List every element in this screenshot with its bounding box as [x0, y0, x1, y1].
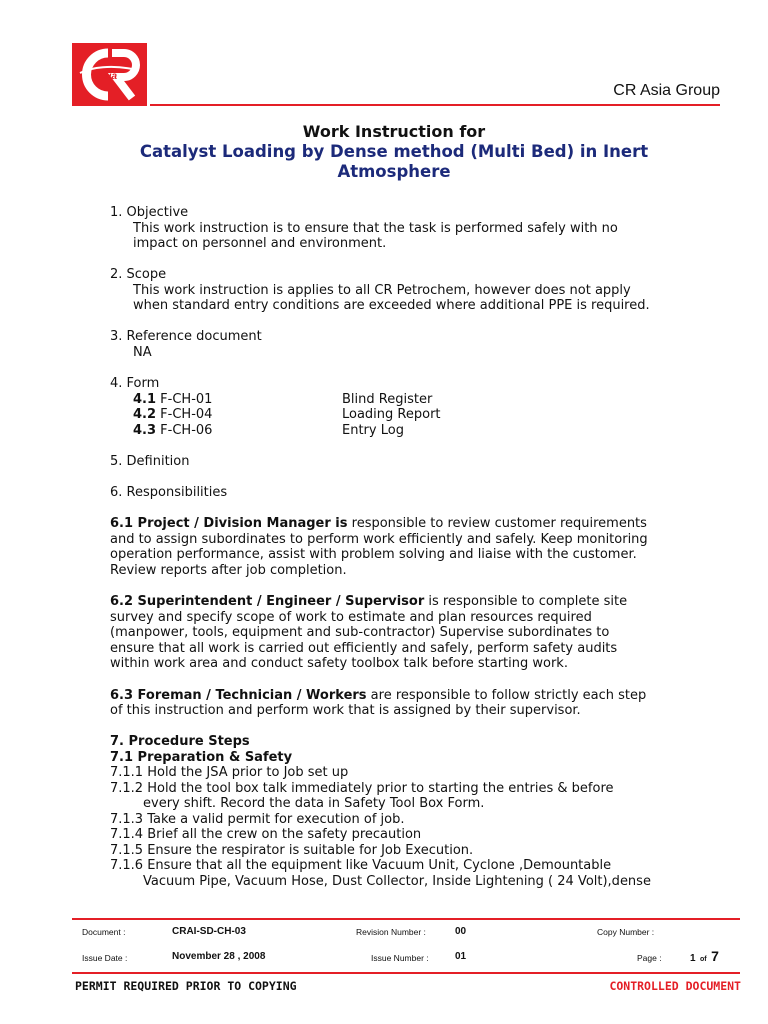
- footer-revision-value: 00: [455, 926, 467, 937]
- responsibility-6-1: [110, 516, 647, 532]
- form-item-number: 4.2: [133, 407, 157, 422]
- objective-text-2: impact on personnel and environment.: [133, 236, 387, 251]
- objective-text-1: This work instruction is to ensure that the task is performed safely with no: [133, 221, 618, 236]
- form-item-1: [133, 392, 212, 408]
- procedure-step: 7.1.4 Brief all the crew on the safety precaution: [110, 827, 422, 842]
- procedure-step: 7.1.5 Ensure the respirator is suitable for Job Execution.: [110, 843, 474, 858]
- footer-issue-date-label: Issue Date :: [82, 953, 128, 963]
- form-item-3: [133, 423, 212, 439]
- form-item-name: Entry Log: [342, 423, 404, 438]
- footer-document-label: Document :: [82, 927, 126, 937]
- form-item-code: F-CH-01: [160, 392, 213, 407]
- footer-revision-label: Revision Number :: [356, 927, 426, 937]
- company-name: CR Asia Group: [613, 82, 720, 99]
- footer-issue-number-label: Issue Number :: [371, 953, 429, 963]
- company-logo: [72, 43, 147, 106]
- responsibility-text: responsible to review customer requirements: [347, 516, 647, 531]
- footer-page-indicator: [690, 948, 719, 966]
- form-item-number: 4.1: [133, 392, 157, 407]
- footer-issue-number-value: 01: [455, 951, 467, 962]
- page-total: 7: [711, 948, 719, 964]
- form-item-code: F-CH-04: [160, 407, 213, 422]
- section-responsibilities-heading: 6. Responsibilities: [110, 485, 228, 500]
- scope-text-1: This work instruction is applies to all CR Petrochem, however does not apply: [133, 283, 631, 298]
- procedure-step: Vacuum Pipe, Vacuum Hose, Dust Collector, Inside Lightening ( 24 Volt),dense: [143, 874, 651, 889]
- procedure-subheading: 7.1 Preparation & Safety: [110, 750, 293, 765]
- responsibility-line: survey and specify scope of work to estimate and plan resources required: [110, 610, 592, 625]
- procedure-step: 7.1.6 Ensure that all the equipment like Vacuum Unit, Cyclone ,Demountable: [110, 858, 612, 873]
- form-item-number: 4.3: [133, 423, 157, 438]
- doc-title-line2: Catalyst Loading by Dense method (Multi Bed) in Inert Atmosphere: [139, 142, 649, 181]
- scope-text-2: when standard entry conditions are exceeded where additional PPE is required.: [133, 298, 650, 313]
- form-item-code: F-CH-06: [160, 423, 213, 438]
- procedure-step: every shift. Record the data in Safety Tool Box Form.: [143, 796, 485, 811]
- procedure-step: 7.1.2 Hold the tool box talk immediately prior to starting the entries & before: [110, 781, 614, 796]
- responsibility-6-2: [110, 594, 627, 610]
- responsibility-role: 6.1 Project / Division Manager is: [110, 516, 348, 531]
- form-item-name: Loading Report: [342, 407, 441, 422]
- responsibility-role: 6.3 Foreman / Technician / Workers: [110, 688, 367, 703]
- procedure-step: 7.1.1 Hold the JSA prior to Job set up: [110, 765, 349, 780]
- controlled-document: CONTROLLED DOCUMENT: [609, 979, 741, 993]
- section-definition-heading: 5. Definition: [110, 454, 190, 469]
- section-reference-heading: 3. Reference document: [110, 329, 262, 344]
- responsibility-line: of this instruction and perform work that is assigned by their supervisor.: [110, 703, 581, 718]
- footer-rule-top: [72, 918, 740, 920]
- responsibility-line: within work area and conduct safety toolbox talk before starting work.: [110, 656, 568, 671]
- responsibility-line: ensure that all work is carried out efficiently and safely, perform safety audits: [110, 641, 618, 656]
- form-item-name: Blind Register: [342, 392, 433, 407]
- form-item-2: [133, 407, 212, 423]
- section-objective-heading: 1. Objective: [110, 205, 189, 220]
- footer-rule-bottom: [72, 972, 740, 974]
- responsibility-text: are responsible to follow strictly each step: [366, 688, 647, 703]
- section-procedure-heading: 7. Procedure Steps: [110, 734, 250, 749]
- footer-document-value: CRAI-SD-CH-03: [172, 926, 246, 937]
- page-of: of: [700, 956, 707, 963]
- section-form-heading: 4. Form: [110, 376, 160, 391]
- responsibility-line: operation performance, assist with problem solving and liaise with the customer.: [110, 547, 637, 562]
- footer-issue-date-value: November 28 , 2008: [172, 951, 266, 962]
- responsibility-text: is responsible to complete site: [424, 594, 628, 609]
- responsibility-line: Review reports after job completion.: [110, 563, 347, 578]
- header-rule: [150, 104, 720, 106]
- responsibility-role: 6.2 Superintendent / Engineer / Supervisor: [110, 594, 425, 609]
- responsibility-line: and to assign subordinates to perform work efficiently and safely. Keep monitoring: [110, 532, 648, 547]
- section-scope-heading: 2. Scope: [110, 267, 167, 282]
- footer-copy-label: Copy Number :: [597, 927, 655, 937]
- reference-value: NA: [133, 345, 152, 360]
- logo-text: Asia: [96, 71, 118, 82]
- responsibility-line: (manpower, tools, equipment and sub-contractor) Supervise subordinates to: [110, 625, 610, 640]
- permit-notice: PERMIT REQUIRED PRIOR TO COPYING: [75, 979, 297, 993]
- responsibility-6-3: [110, 688, 646, 704]
- doc-title-line1: Work Instruction for: [302, 122, 486, 141]
- page-current: 1: [690, 953, 696, 964]
- footer-page-label: Page :: [637, 953, 662, 963]
- procedure-step: 7.1.3 Take a valid permit for execution of job.: [110, 812, 405, 827]
